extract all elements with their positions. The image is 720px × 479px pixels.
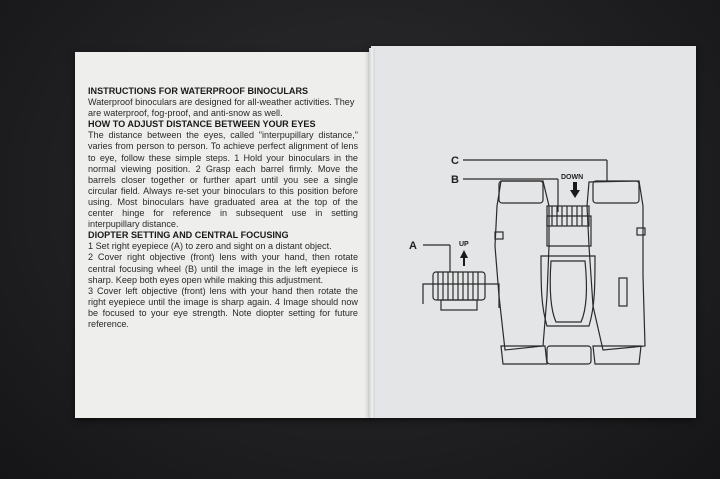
distance-heading: HOW TO ADJUST DISTANCE BETWEEN YOUR EYES <box>88 119 316 130</box>
down-arrow-icon <box>570 182 580 198</box>
label-b: B <box>451 174 459 186</box>
binocular-diagram <box>371 46 696 418</box>
intro-paragraph: Waterproof binoculars are designed for all-weather activities. They are waterproof, fog-proof, and anti-snow as well. <box>88 97 355 119</box>
step-2-paragraph: 2 Cover right objective (front) lens with your hand, then rotate central focusing wheel (B) until the image in the left eyepiece is sharp. Keep both eyes open while making this adjustment. <box>88 252 358 285</box>
diopter-heading: DIOPTER SETTING AND CENTRAL FOCUSING <box>88 230 289 241</box>
step-3-paragraph: 3 Cover left objective (front) lens with your hand then rotate the right eyepiece until the image is sharp again. 4 Image should now be focused to your eye strength. Note diopter setting for future reference. <box>88 285 358 329</box>
label-a: A <box>409 240 417 252</box>
label-up: UP <box>459 241 469 248</box>
distance-paragraph: The distance between the eyes, called "interpupillary distance," varies from person to person. To achieve perfect alignment of lens to eye, follow these simple steps. 1 Hold your binoculars in the normal viewing position. 2 Grasp each barrel firmly. Move the barrels closer together or further apart until you see a single circular field. Always re-set your binoculars to this position before using. Most binoculars have graduated area at the top of the center hinge for reference in subsequent use in setting interpupillary distance. <box>88 130 358 230</box>
binocular-body <box>495 181 645 364</box>
up-arrow-icon <box>460 250 468 266</box>
label-down: DOWN <box>561 174 584 181</box>
instructions-text <box>88 86 358 330</box>
label-c: C <box>451 155 459 167</box>
main-heading: INSTRUCTIONS FOR WATERPROOF BINOCULARS <box>88 86 309 96</box>
step-1-paragraph: 1 Set right eyepiece (A) to zero and sight on a distant object. <box>88 241 332 252</box>
eyepiece-inset <box>423 272 499 310</box>
